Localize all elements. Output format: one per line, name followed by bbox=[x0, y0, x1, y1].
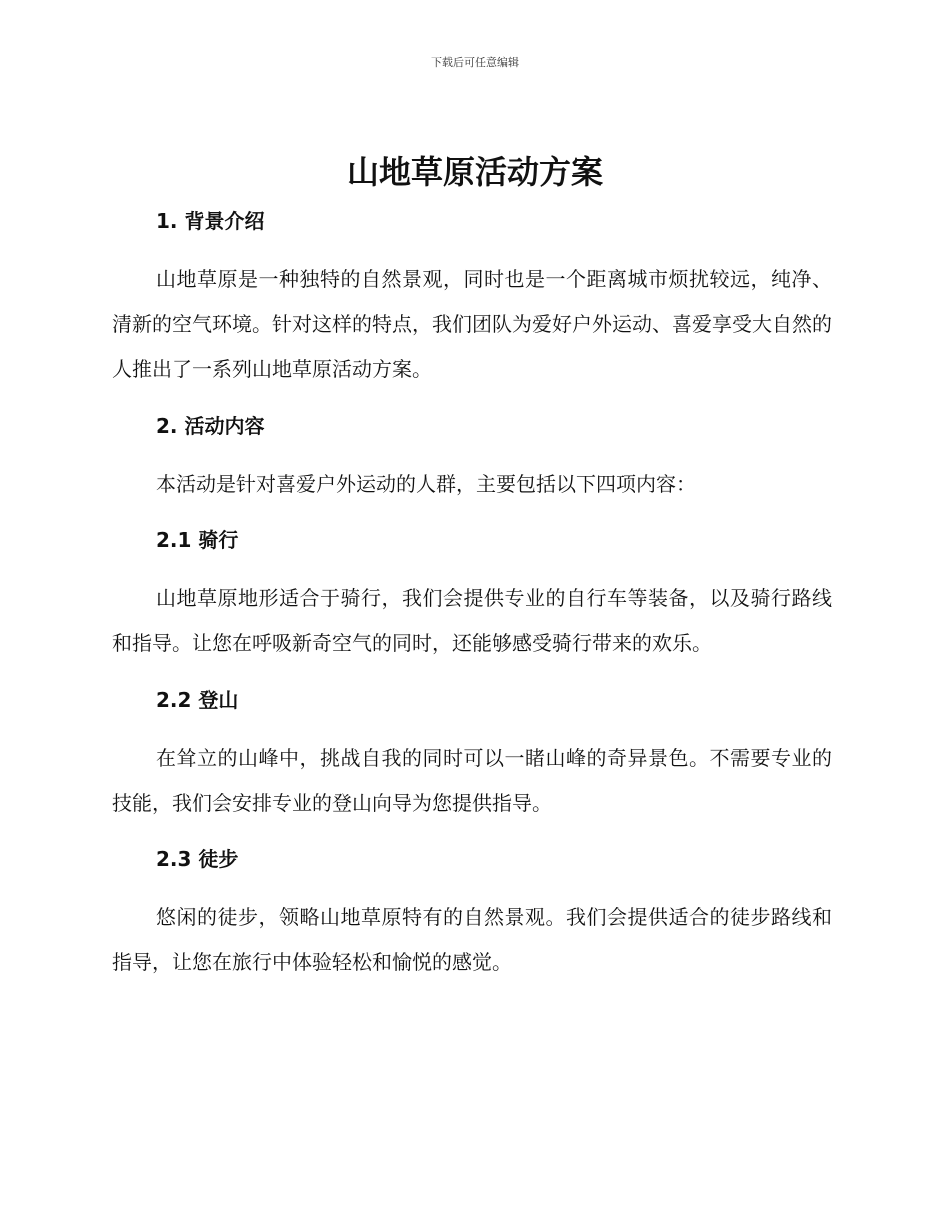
section-paragraph-climbing: 在耸立的山峰中，挑战自我的同时可以一睹山峰的奇异景色。不需要专业的技能，我们会安排专业的登山向导为您提供指导。 bbox=[112, 746, 832, 815]
section-paragraph-activities: 本活动是针对喜爱户外运动的人群，主要包括以下四项内容： bbox=[156, 472, 696, 496]
section-heading-activities: 2. 活动内容 bbox=[156, 414, 265, 438]
section-heading-hiking: 2.3 徒步 bbox=[156, 847, 239, 871]
section-paragraph-background: 山地草原是一种独特的自然景观，同时也是一个距离城市烦扰较远，纯净、清新的空气环境。针对这样的特点，我们团队为爱好户外运动、喜爱享受大自然的人推出了一系列山地草原活动方案。 bbox=[112, 267, 832, 381]
section-heading-background: 1. 背景介绍 bbox=[156, 209, 265, 233]
document-title: 山地草原活动方案 bbox=[346, 153, 603, 191]
section-paragraph-cycling: 山地草原地形适合于骑行，我们会提供专业的自行车等装备，以及骑行路线和指导。让您在呼吸新奇空气的同时，还能够感受骑行带来的欢乐。 bbox=[112, 586, 832, 655]
section-heading-cycling: 2.1 骑行 bbox=[156, 528, 239, 552]
section-heading-climbing: 2.2 登山 bbox=[156, 688, 239, 712]
section-paragraph-hiking: 悠闲的徒步，领略山地草原特有的自然景观。我们会提供适合的徒步路线和指导，让您在旅行中体验轻松和愉悦的感觉。 bbox=[112, 905, 832, 974]
header-note: 下载后可任意编辑 bbox=[431, 56, 519, 69]
